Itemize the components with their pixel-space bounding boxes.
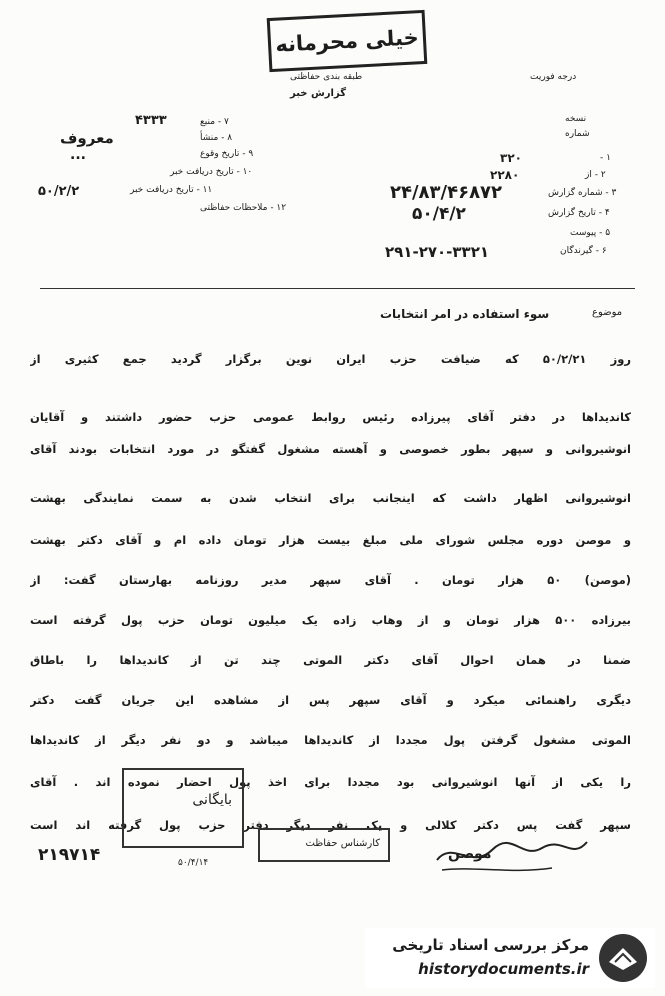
field-recipients: ۶ - گیرندگان	[560, 246, 607, 256]
body-line: روز ۵۰/۲/۲۱ که ضیافت حزب ایران نوین برگزار گردید جمع کثیری از	[30, 352, 631, 366]
protection-stamp	[258, 828, 390, 862]
archive-stamp	[122, 768, 244, 848]
field-attachment: ۵ - پیوست	[570, 228, 611, 238]
value-line-2: ۲۲۸۰	[490, 168, 520, 182]
body-line: انوشیروانی و سپهر بطور خصوصی و آهسته مشغول گفتگو در مورد انتخابات بودند آقای	[30, 442, 631, 456]
field-report-date: ۴ - تاریخ گزارش	[548, 208, 610, 218]
field-from: ۲ - از	[585, 170, 606, 180]
body-line: را یکی از آنها انوشیروانی بود مجددا برای اخذ پول احضار نموده اند . آقای	[30, 775, 631, 789]
watermark-url: historydocuments.ir	[418, 960, 589, 978]
book-icon	[597, 932, 649, 984]
watermark-title: مرکز بررسی اسناد تاریخی	[392, 936, 589, 954]
archive-date: ۵۰/۴/۱۴	[178, 858, 209, 868]
handwritten-note: موصن	[448, 846, 492, 862]
body-line: الموتی مشغول گرفتن پول مجددا از کاندیداها میباشد و دو نفر دیگر از کاندیداها	[30, 733, 631, 747]
body-line: کاندیداها در دفتر آقای پیرزاده رئیس روابط عمومی حزب حضور داشتند و آقایان	[30, 410, 631, 424]
protection-label: کارشناس حفاظت	[305, 838, 380, 849]
body-line: بیرزاده ۵۰۰ هزار تومان و از وهاب زاده یک میلیون تومان حزب پول گرفته است	[30, 613, 631, 627]
value-occurrence-date: ...	[70, 147, 86, 163]
value-line-1: ۳۲۰	[500, 151, 522, 165]
field-occurrence-date: ۹ - تاریخ وقوع	[200, 149, 254, 159]
field-report-number: ۳ - شماره گزارش	[548, 188, 617, 198]
value-source: ۴۳۳۳	[135, 113, 167, 128]
priority-label: درجه فوریت	[530, 72, 577, 82]
field-protection-notes: ۱۲ - ملاحظات حفاظتی	[200, 203, 287, 213]
body-line: و موصن دوره مجلس شورای ملی مبلغ بیست هزار تومان داده ام و آقای دکتر بهشت	[30, 533, 631, 547]
value-recipients: ۲۹۱-۲۷۰-۳۳۲۱	[385, 243, 490, 261]
stamp-title: خیلی محرمانه	[274, 25, 420, 57]
body-line: دیگری راهنمائی میکرد و آقای سپهر پس از مشاهده این جریان گفت دکتر	[30, 693, 631, 707]
field-number: شماره	[565, 129, 590, 139]
report-type: گزارش خبر	[290, 88, 347, 99]
archive-number: ۲۱۹۷۱۴	[38, 845, 101, 865]
field-copy: نسخه	[565, 114, 587, 124]
field-source: ۷ - منبع	[200, 117, 229, 127]
value-report-number: ۲۴/۸۳/۴۶۸۷۲	[390, 182, 503, 203]
signature-scribble	[432, 830, 592, 878]
divider	[40, 288, 635, 289]
body-line: سپهر گفت پس دکتر کلالی و یک نفر دیگر دفتر حزب پول گرفته اند است	[30, 818, 631, 832]
value-origin: معروف	[60, 129, 114, 147]
body-line: انوشیروانی اظهار داشت که اینجانب برای انتخاب شدن به سمت نمایندگی بهشت	[30, 491, 631, 505]
value-side-number: ۵۰/۲/۲	[38, 184, 80, 199]
field-origin: ۸ - منشأ	[200, 133, 233, 143]
field-line-1: ۱ -	[600, 153, 611, 163]
body-line: (موصن) ۵۰ هزار تومان . آقای سپهر مدیر روزنامه بهارستان گفت: از	[30, 573, 631, 587]
field-receive-date-2: ۱۱ - تاریخ دریافت خبر	[130, 185, 213, 195]
top-secret-stamp	[267, 10, 428, 72]
body-line: ضمنا در همان احوال آقای دکتر الموتی چند تن از کاندیداها را باطاق	[30, 653, 631, 667]
field-receive-date: ۱۰ - تاریخ دریافت خبر	[170, 167, 253, 177]
subject-text: سوء استفاده در امر انتخابات	[380, 307, 550, 321]
classification-label: طبقه بندی حفاظتی	[290, 72, 363, 82]
watermark-logo	[365, 928, 655, 988]
archive-label: بایگانی	[192, 792, 232, 808]
subject-label: موضوع	[592, 307, 623, 318]
value-report-date: ۵۰/۴/۲	[412, 204, 466, 224]
